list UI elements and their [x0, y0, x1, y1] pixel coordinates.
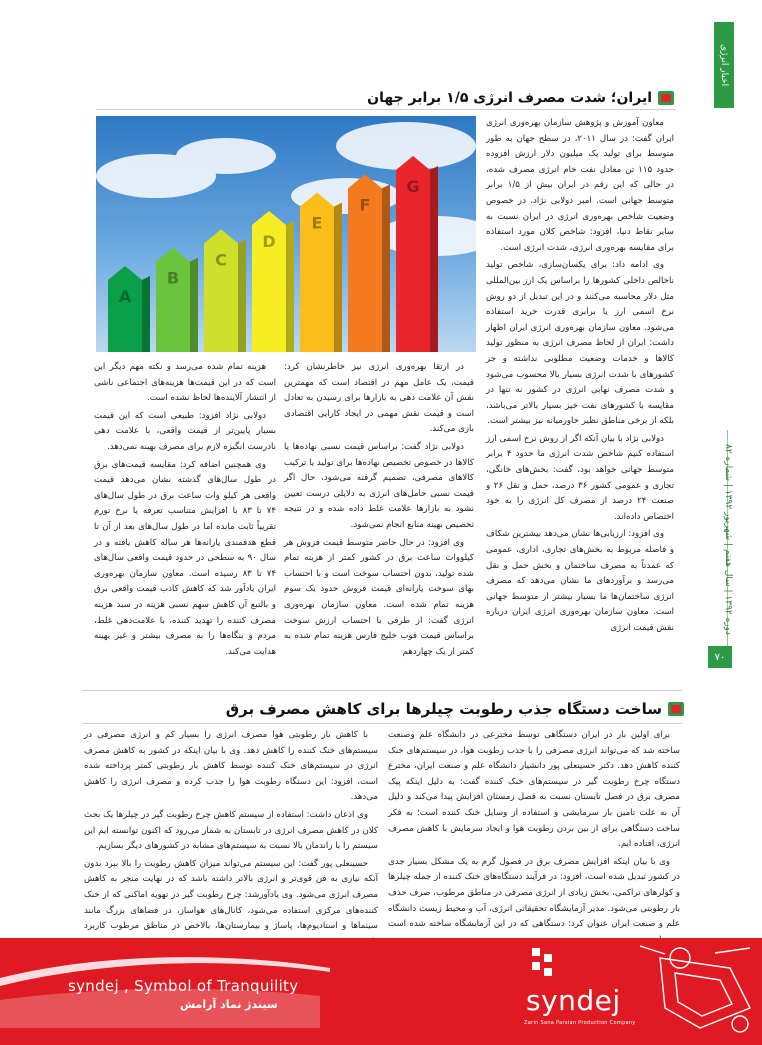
article1-left-column [94, 360, 276, 660]
paragraph: در ارتقا بهره‌وری انرژی نیز خاطرنشان کرد: قیمت، یک عامل مهم در اقتصاد است که مهمترین نقش آن علامت دهی به بازارها برای رسیدن به تعادل است و قیمت نقش مهمی در ایجاد کارایی اقتصادی بازی می‌کند. [284, 362, 474, 435]
paragraph: دولابی نژاد افزود: طبیعی است که این قیمت بسیار پایین‌تر از قیمت واقعی، با علامت دهی نادرست انگیزه لازم برای مصرف بهینه نمی‌دهد. [94, 410, 276, 452]
article2-rule [82, 723, 682, 724]
paragraph: وی همچنین اضافه کرد: مقایسه قیمت‌های برق در طول سال‌های گذشته نشان می‌دهد قیمت واقعی هر کیلو وات ساعت برق در طول سال‌های ۷۴ تا ۸۳ با افزایش متناسب تعرفه یا نرخ تورم تقریباً ثابت مانده اما در طول سال‌های بعد از آن تا قطع هدفمندی یارانه‌ها هر ساله کاهش یافته و در سال ۹۰ به سطحی در حدود قیمت واقعی سال‌های ۷۴ تا ۸۳ رسیده است. معاون سازمان بهره‌وری ایران یادآور شد که کاهش کاذب قیمت واقعی برق و بالتبع آن کاهش سهم نسبی هزینه در سبد هزینه مصرف کننده را تهدید کننده، با علامت‌دهی غلط، مردم و بنگاه‌ها را به مصرف بیشتر و غیر بهینه هدایت می‌کند. [94, 459, 276, 657]
paragraph: معاون آموزش و پژوهش سازمان بهره‌وری انرژی ایران گفت: در سال ۲۰۱۱، در سطح جهان به طور متوسط برای تولید یک میلیون دلار ارزش افزوده حدود ۱۱۵ تن معادل نفت خام انرژی مصرف شده، در حالی که این رقم در ایران بیش از ۱/۵ برابر متوسط جهانی است. امیر دولابی نژاد، در خصوص وضعیت شاخص بهره‌وری انرژی در ایران نسبت به سایر نقاط دنیا، افزود: شاخص کلان مورد استفاده برای مقایسه بهره‌وری انرژی، شدت انرژی است. [486, 118, 675, 253]
syndej-logo-mark [528, 944, 564, 982]
article1-middle-column [284, 360, 474, 660]
article1-title: ایران؛ شدت مصرف انرژی ۱/۵ برابر جهان [367, 90, 652, 106]
paragraph: برای اولین بار در ایران دستگاهی توسط مخترعی در دانشگاه علم وصنعت ساخته شد که می‌تواند انرژی مصرفی را با جذب رطوبت هوا، در سیستم‌های خنک کننده کاهش دهد. دکتر حسینعلی پور دانشیار دانشگاه علم و صنعت ایران، مخترع دستگاه چرخ رطوبت گیر در سیستم‌های خنک کننده گفت: به دلیل اینکه پیک مصرف برق در فصل تابستان نسبت به فصل زمستان افزایش پیدا می‌کند و دلیل آن به علت تامین بار سرمایشی و استفاده از وسایل خنک کننده است؛ به فکر ساخت دستگاهی برای از بین بردن رطوبت هوا و ایجاد سرمایش با کاهش مصرف انرژی، افتاده ایم. [388, 730, 680, 850]
paragraph: وی اذعان داشت: استفاده از سیستم کاهش چرخ رطوبت گیر در چیلرها یک بحث کلان در کاهش مصرف انرژی در تابستان به شمار می‌رود که اکنون توانسته ایم این سیستم را با راندمان بالا نسبت به سیستم‌های مشابه در کشورهای دیگر بسازیم. [84, 809, 378, 852]
rating-bar-side-a [142, 276, 150, 352]
rating-bar-side-c [238, 239, 246, 352]
paragraph: وی ادامه داد: برای یکسان‌سازی، شاخص تولید ناخالص داخلی کشورها را براساس یک ارز بین‌المللی مثل دلار محاسبه می‌کنند و در این تبدیل از دو روش نرخ اسمی ارز یا برابری قدرت خرید استفاده می‌شود. معاون سازمان بهره‌وری انرژی ایران اظهار داشت: ایران از لحاظ مصرف انرژی به منظور تولید کالاها و خدمات وضعیت مطلوبی نداشته و جز کشورهای با شدت انرژی بسیار بالا محسوب می‌شود و شدت مصرف نهایی انرژی در کشور نه تنها در مقایسه با کشورهای نفت خیز بسیار بالاتر می‌باشد، بلکه از برخی مناطق نظیر خاورمیانه نیز بیشتر است. [486, 260, 674, 427]
footer-slogan-en: syndej , Symbol of Tranquility [68, 977, 299, 995]
rating-bar-c [204, 229, 238, 352]
rating-bar-a [108, 266, 142, 352]
article2-headline [226, 700, 684, 718]
bulb-house-icon [668, 702, 684, 716]
rating-bar-b [156, 248, 190, 352]
section-label: اخبار انرژی [719, 43, 729, 87]
rating-letter-e: E [311, 213, 323, 233]
rating-bar-side-e [334, 203, 342, 352]
paragraph: هزینه تمام شده می‌رسد و نکته مهم دیگر این است که در این قیمت‌ها هزینه‌های اجتماعی ناشی از انتشار آلاینده‌ها لحاظ نشده است. [94, 362, 276, 404]
energy-rating-image [96, 116, 476, 352]
article2-top-rule [82, 690, 682, 691]
article1-headline [367, 90, 674, 106]
footer-slogan-fa: سیندژ نماد آرامش [180, 998, 278, 1011]
paragraph: وی با بیان اینکه افزایش مصرف برق در فصول گرم به یک مشکل بسیار جدی در کشور تبدیل شده است، افزود: در فرآیند دستگاه‌های خنک کننده از جمله چیلرها و کولرهای تراکمی، بخش زیادی از انرژی مصرفی در مناطق مرطوب، صرف حذف بار رطوبتی می‌شود. مدیر آزمایشگاه تحقیقاتی انرژی، آب و محیط زیست دانشگاه علم و صنعت ایران عنوان کرد: دستگاهی که در این آزمایشگاه ساخته شده است [388, 856, 680, 930]
paragraph: وی افزود: در حال حاضر متوسط قیمت فروش هر کیلووات ساعت برق در کشور کمتر از هزینه تمام شده تولید، بدون احتساب سوخت است و با احتساب بهای سوخت یارانه‌ای قیمت فروش حدود یک سوم هزینه تمام شده است. معاون سازمان بهره‌وری انرژی گفت: از طرفی با احتساب ارزش سوخت براساس قیمت فوب خلیج فارس هزینه تمام شده به کمتر از یک چهاردهم [284, 537, 474, 657]
footer-logo-word: syndej [526, 984, 621, 1017]
page-number: ۷۰ [708, 646, 732, 668]
paragraph: دولابی نژاد گفت: براساس قیمت نسبی نهاده‌ها یا کالاها در خصوص تخصیص نهاده‌ها برای تولید یا ترکیب کالاهای مصرفی، تصمیم گرفته می‌شود، حال اگر قیمت نسبی حامل‌های انرژی به دلایلی درست تعیین نشود به بازارها علامت غلط داده شده و در نتیجه تخصیص بهینه منابع انجام نمی‌شود. [284, 441, 474, 530]
rating-bar-side-g [430, 166, 438, 352]
rating-letter-g: G [406, 177, 420, 196]
bulb-house-icon [658, 91, 674, 105]
rating-bar-side-d [286, 221, 294, 352]
issue-info: دوره ۱۳۹۲ | سال هفتم | شهریور ۱۳۹۲ | شماره ۸۲ [723, 444, 733, 636]
rating-bar-side-b [190, 258, 198, 352]
paragraph: دولابی نژاد با بیان آنکه اگر از روش نرخ اسمی ارز استفاده کنیم شاخص شدت انرژی ما حدود ۴ برابر متوسط جهانی خواهد بود، گفت: بخش‌های خانگی، تجاری و عمومی کشور ۳۶ درصد، حمل و نقل ۲۶ و صنعت ۲۴ درصد از مصرف کل انرژی را به خود اختصاص داده‌اند. [486, 433, 674, 522]
rating-letter-a: A [118, 287, 132, 306]
paragraph: حسینعلی پور گفت: این سیستم می‌تواند میزان کاهش رطوبت را بالا ببرد بدون آنکه نیازی به فن قوی‌تر و انرژی بالاتر داشته باشد که در نهایت منجر به کاهش مصرف انرژی می‌شود. وی یادآورشد: چرخ رطوبت گیر در تهویه اماکنی که از خنک کننده‌های مرکزی استفاده می‌شود، کانال‌های هوا‌ساز، در فضاهای بزرگ مانند سینماها و استادیوم‌ها، پاساژ و بیمارستان‌ها، بالاخص در مناطق مرطوب کاربرد [84, 858, 378, 932]
footer-logo-subtitle: Zarin Sana Parsian Production Company [524, 1020, 636, 1026]
rating-bar-side-f [382, 184, 390, 352]
rating-letter-c: C [215, 250, 227, 270]
chiller-equipment-sketch [620, 938, 762, 1038]
paragraph: با کاهش بار رطوبتی هوا مصرف انرژی را بسیار کم و انرژی مصرفی در سیستم‌های خنک کننده را کاهش دهد. وی با بیان اینکه در کشور به کاهش مصرف انرژی در سیستم‌های خنک کننده توسط کاهش بار رطوبتی کمتر پرداخته شده است، افزود: این دستگاه رطوبت هوا را جذب کرده و مصرف انرژی را کاهش می‌دهد. [84, 730, 378, 803]
article2-left-column [84, 728, 378, 932]
article1-rule [96, 109, 676, 110]
rating-letter-d: D [262, 232, 276, 251]
rating-letter-f: F [359, 195, 371, 215]
article2-right-column [388, 728, 680, 932]
article1-right-column [486, 116, 674, 646]
section-tab [714, 22, 734, 108]
energy-rating-illustration [96, 116, 476, 352]
article2-title: ساخت دستگاه جذب رطوبت چیلرها برای کاهش مصرف برق [225, 700, 662, 718]
paragraph: وی افزود: ارزیابی‌ها نشان می‌دهد بیشترین شکاف و فاصله مربوط به بخش‌های تجاری، اداری، عمومی که عمدتاً به مصرف ساختمان و بخش حمل و نقل می‌رسد و برآوردهای ما نشان می‌دهد که مصرف انرژی ساختمان‌ها ما بسیار بیشتر از متوسط جهانی است. معاون سازمان بهره‌وری انرژی ایران درباره نقش قیمت انرژی [486, 529, 674, 633]
rating-letter-b: B [166, 268, 180, 288]
